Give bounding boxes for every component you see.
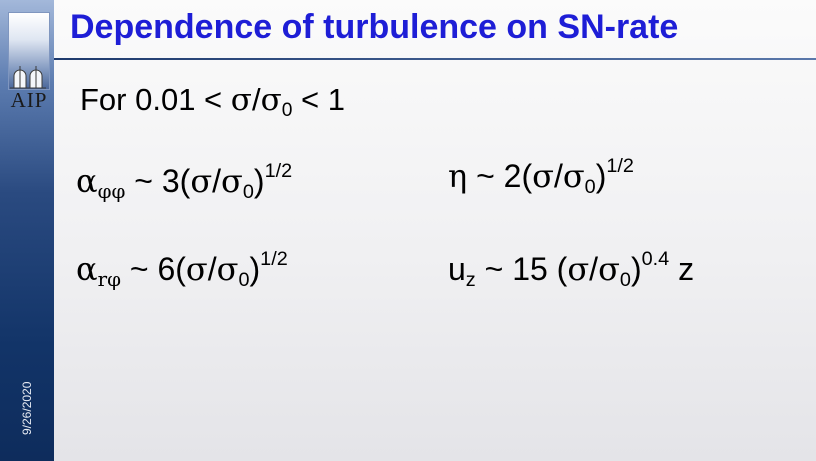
sigma-subscript: 0 — [619, 268, 631, 291]
formula-uz — [448, 248, 695, 291]
relation: ~ 2( — [467, 158, 533, 194]
sigma-symbol: σ — [598, 250, 620, 288]
close-paren: ) — [249, 251, 261, 287]
slash: / — [589, 251, 599, 287]
exponent: 1/2 — [264, 160, 293, 183]
z-tail: z — [669, 251, 695, 287]
sigma-symbol: σ — [230, 82, 252, 118]
logo-text: AIP — [10, 88, 48, 112]
sigma-subscript: 0 — [242, 180, 254, 203]
slide-title: Dependence of turbulence on SN-rate — [70, 8, 679, 46]
sigma-symbol: σ — [567, 250, 590, 288]
sigma-symbol: σ — [190, 162, 213, 200]
u-subscript: z — [465, 268, 476, 291]
formula-eta — [448, 155, 634, 198]
alpha-symbol: α — [76, 250, 98, 288]
alpha-symbol: α — [76, 162, 98, 200]
sigma-subscript: 0 — [584, 175, 596, 198]
sigma-symbol: σ — [216, 250, 239, 288]
close-paren: ) — [630, 251, 642, 287]
intro-prefix: For 0.01 < — [80, 82, 231, 117]
observatory-domes-icon — [8, 62, 48, 90]
sigma-symbol: σ — [562, 157, 585, 195]
alpha-subscript: φφ — [97, 179, 126, 203]
u-symbol: u — [448, 251, 466, 287]
formula-alpha-phiphi — [76, 160, 293, 203]
intro-condition — [80, 82, 346, 121]
sigma-symbol: σ — [221, 162, 243, 200]
alpha-subscript: rφ — [97, 267, 121, 291]
close-paren: ) — [595, 158, 607, 194]
eta-symbol: η — [448, 157, 468, 195]
close-paren: ) — [253, 163, 265, 199]
relation: ~ 6( — [120, 251, 186, 287]
sigma-subscript: 0 — [281, 99, 293, 121]
formula-alpha-rphi — [76, 248, 288, 291]
exponent: 1/2 — [606, 155, 634, 178]
sigma-symbol: σ — [260, 82, 282, 118]
sigma-symbol: σ — [532, 157, 554, 195]
exponent: 0.4 — [641, 248, 670, 271]
intro-suffix: < 1 — [292, 82, 346, 117]
slash: / — [251, 82, 261, 117]
relation: ~ 3( — [125, 163, 191, 199]
title-divider — [54, 58, 816, 60]
exponent: 1/2 — [260, 248, 288, 271]
relation: ~ 15 ( — [475, 251, 568, 287]
slash: / — [207, 251, 217, 287]
sigma-subscript: 0 — [238, 268, 250, 291]
slash: / — [553, 158, 563, 194]
sigma-symbol: σ — [185, 250, 208, 288]
slide-date: 9/26/2020 — [20, 381, 34, 435]
slash: / — [212, 163, 222, 199]
